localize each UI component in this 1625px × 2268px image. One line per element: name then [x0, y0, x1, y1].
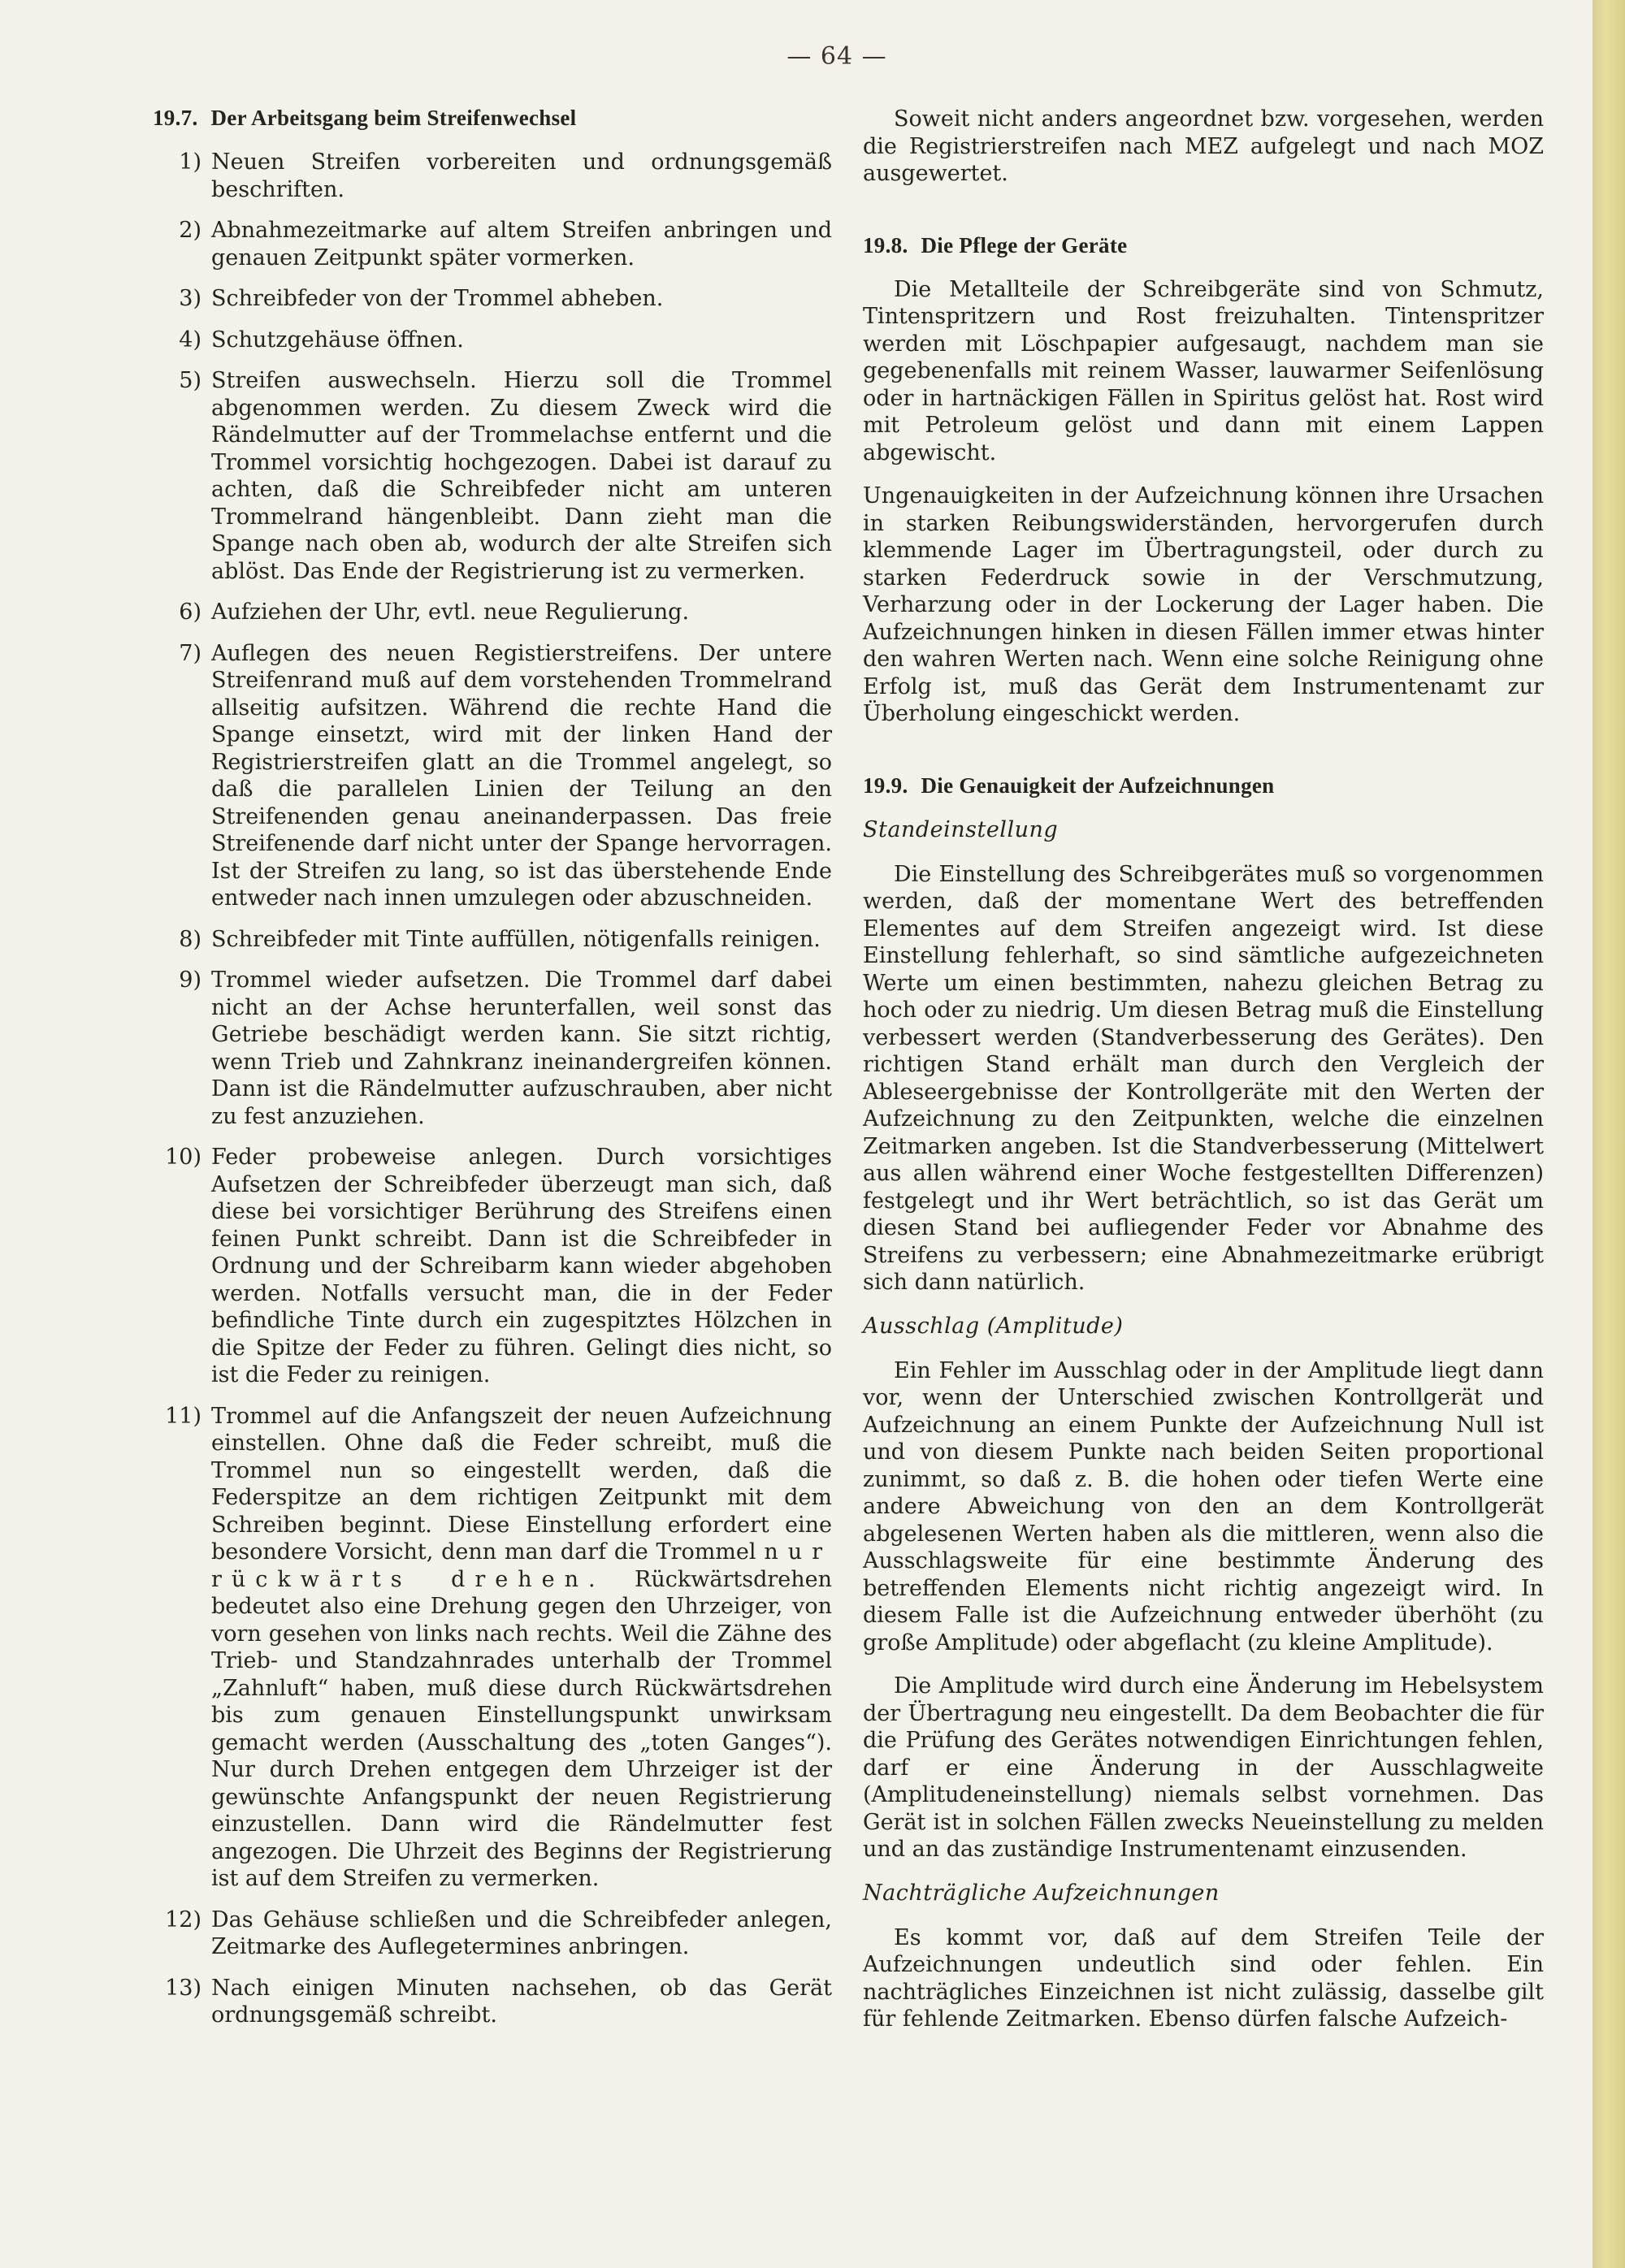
- list-item: [153, 926, 832, 954]
- list-item: [153, 149, 832, 203]
- list-item: [153, 327, 832, 354]
- list-text: Trommel wieder aufsetzen. Die Trommel darf dabei nicht an der Achse herunterfallen, weil sonst das Getriebe beschädigt werden kann. Sie sitzt richtig, wenn Trieb und Zahnkranz ineinandergreifen können. Dann ist die Rändelmutter aufzuschrauben, aber nicht zu fest anzuziehen.: [211, 967, 832, 1129]
- list-text: Das Gehäuse schließen und die Schreibfeder anlegen, Zeitmarke des Auflegetermines anbringen.: [211, 1907, 832, 1959]
- paragraph: Die Metallteile der Schreibgeräte sind von Schmutz, Tintenspritzern und Rost freizuhalten. Tintenspritzer werden mit Löschpapier aufgesaugt, nachdem man sie gegebenenfalls mit reinem Wasser, lauwarmer Seifenlösung oder in hartnäckigen Fällen in Spiritus gelöst hat. Rost wird mit Petroleum gelöst und dann mit einem Lappen abgewischt.: [863, 276, 1544, 465]
- list-number: 6): [179, 599, 202, 625]
- list-item: [153, 367, 832, 585]
- list-item: [153, 599, 832, 626]
- subheading-nachtraegliche: Nachträgliche Aufzeichnungen: [863, 1880, 1220, 1906]
- list-text: Streifen auswechseln. Hierzu soll die Trommel abgenommen werden. Zu diesem Zweck wird die Rändelmutter auf der Trommelachse entfernt und die Trommel vorsichtig hochgezogen. Dabei ist darauf zu achten, daß die Schreibfeder nicht am unteren Trommelrand hängenbleibt. Dann zieht man die Spange nach oben ab, wodurch der alte Streifen sich ablöst. Das Ende der Registrierung ist zu vermerken.: [211, 368, 832, 584]
- list-item: [153, 1144, 832, 1389]
- list-number: 7): [179, 640, 202, 666]
- list-text: Abnahmezeitmarke auf altem Streifen anbringen und genauen Zeitpunkt später vormerken.: [211, 218, 832, 271]
- list-text-part: Trommel auf die Anfangszeit der neuen Aufzeichnung einstellen. Ohne daß die Feder schreibt, muß die Trommel nun so eingestellt werden, daß die Federspitze an dem richtigen Zeitpunkt mit dem Schreiben beginnt. Diese Einstellung erfordert eine besondere Vorsicht, denn man darf die Trommel: [211, 1403, 832, 1565]
- list-text: Schreibfeder von der Trommel abheben.: [211, 286, 664, 311]
- right-column: [863, 106, 1544, 2049]
- list-number: 9): [179, 967, 202, 993]
- paragraph: Ungenauigkeiten in der Aufzeichnung können ihre Ursachen in starken Reibungswiderständen, hervorgerufen durch klemmende Lager im Übertragungsteil, oder durch zu starken Federdruck sowie in der Verschmutzung, Verharzung oder in der Lockerung der Lager haben. Die Aufzeichnungen hinken in diesen Fällen immer etwas hinter den wahren Werten nach. Wenn eine solche Reinigung ohne Erfolg ist, muß das Gerät dem Instrumentenamt zur Überholung eingeschickt werden.: [863, 483, 1544, 726]
- emphasized-text: nur rückwärts drehen.: [211, 1539, 832, 1592]
- section-number: 19.9.: [863, 773, 908, 798]
- subheading-standeinstellung: Standeinstellung: [863, 816, 1059, 842]
- section-heading-19-7: [153, 106, 832, 131]
- section-number: 19.7.: [153, 106, 198, 130]
- list-text-part: Rückwärtsdrehen bedeutet also eine Drehung gegen den Uhrzeiger, von vorn gesehen von links nach rechts. Weil die Zähne des Trieb- und Standzahnrades unterhalb der Trommel „Zahnluft“ haben, muß diese durch Rückwärtsdrehen bis zum genauen Einstellungspunkt unwirksam gemacht werden (Ausschaltung des „toten Ganges“). Nur durch Drehen entgegen dem Uhrzeiger ist der gewünschte Anfangspunkt der neuen Registrierung einzustellen. Dann wird die Rändelmutter fest angezogen. Die Uhrzeit des Beginns der Registrierung ist auf dem Streifen zu vermerken.: [211, 1566, 832, 1891]
- list-number: 3): [179, 286, 202, 311]
- list-number: 10): [165, 1145, 202, 1170]
- left-column: [153, 106, 832, 2043]
- page-edge: [1592, 0, 1625, 2268]
- section-number: 19.8.: [863, 232, 908, 258]
- list-item: [153, 217, 832, 271]
- list-number: 4): [179, 327, 202, 353]
- page-number: — 64 —: [786, 42, 887, 71]
- section-title: Die Genauigkeit der Aufzeichnungen: [921, 773, 1275, 798]
- list-number: 5): [179, 368, 202, 393]
- list-number: 1): [179, 149, 202, 175]
- list-item: [153, 1907, 832, 1961]
- intro-paragraph: Soweit nicht anders angeordnet bzw. vorgesehen, werden die Registrierstreifen nach MEZ aufgelegt und nach MOZ ausgewertet.: [863, 106, 1544, 186]
- list-item: [153, 1403, 832, 1893]
- paragraph: Es kommt vor, daß auf dem Streifen Teile der Aufzeichnungen undeutlich sind oder fehlen. Ein nachträgliches Einzeichnen ist nicht zulässig, dasselbe gilt für fehlende Zeitmarken. Ebenso dürfen falsche Aufzeich-: [863, 1924, 1544, 2032]
- list-item: [153, 967, 832, 1130]
- paragraph: Die Amplitude wird durch eine Änderung im Hebelsystem der Übertragung neu eingestellt. Da dem Beobachter die für die Prüfung des Gerätes notwendigen Einrichtungen fehlen, darf er eine Änderung in der Ausschlagweite (Amplitudeneinstellung) niemals selbst vornehmen. Das Gerät ist in solchen Fällen zwecks Neueinstellung zu melden und an das zuständige Instrumentenamt einzusenden.: [863, 1673, 1544, 1862]
- list-text: Neuen Streifen vorbereiten und ordnungsgemäß beschriften.: [211, 149, 832, 202]
- list-text: Aufziehen der Uhr, evtl. neue Regulierung.: [211, 599, 690, 625]
- list-text: Schutzgehäuse öffnen.: [211, 327, 464, 353]
- list-item: [153, 1975, 832, 2029]
- section-heading-19-8: [863, 233, 1544, 258]
- section-title: Der Arbeitsgang beim Streifenwechsel: [210, 106, 577, 130]
- paragraph: Ein Fehler im Ausschlag oder in der Amplitude liegt dann vor, wenn der Unterschied zwischen Kontrollgerät und Aufzeichnung an einem Punkte der Aufzeichnung Null ist und von diesem Punkte nach beiden Seiten proportional zunimmt, so daß z. B. die hohen oder tiefen Werte eine andere Abweichung von den an dem Kontrollgerät abgelesenen Werten haben als die mittleren, wenn also die Ausschlagsweite für eine bestimmte Änderung des betreffenden Elements nicht richtig angezeigt wird. In diesem Falle ist die Aufzeichnung entweder überhöht (zu große Amplitude) oder abgeflacht (zu kleine Amplitude).: [863, 1357, 1544, 1656]
- list-number: 12): [165, 1907, 202, 1933]
- section-heading-19-9: [863, 773, 1544, 799]
- list-text: [211, 1403, 832, 1893]
- list-item: [153, 285, 832, 313]
- paragraph: Die Einstellung des Schreibgerätes muß so vorgenommen werden, daß der momentane Wert des betreffenden Elementes auf dem Streifen angezeigt wird. Ist diese Einstellung fehlerhaft, so sind sämtliche aufgezeichneten Werte um einen bestimmten, nahezu gleichen Betrag zu hoch oder zu niedrig. Um diesen Betrag muß die Einstellung verbessert werden (Standverbesserung des Gerätes). Den richtigen Stand erhält man durch den Vergleich der Ableseergebnisse der Kontrollgeräte mit den Werten der Aufzeichnung zu den Zeitpunkten, welche die einzelnen Zeitmarken angeben. Ist die Standverbesserung (Mittelwert aus allen während einer Woche festgestellten Differenzen) festgelegt und ihr Wert beträchtlich, so ist das Gerät um diesen Stand bei aufliegender Feder vor Abnahme des Streifens zu verbessern; eine Abnahmezeitmarke erübrigt sich dann natürlich.: [863, 861, 1544, 1295]
- list-number: 2): [179, 218, 202, 243]
- list-text: Auflegen des neuen Registierstreifens. Der untere Streifenrand muß auf dem vorstehenden Trommelrand allseitig aufsitzen. Während die rechte Hand die Spange einsetzt, wird mit der linken Hand der Registrierstreifen glatt an die Trommel angelegt, so daß die parallelen Linien der Teilung an den Streifenenden genau aneinanderpassen. Das freie Streifenende darf nicht unter der Spange hervorragen. Ist der Streifen zu lang, so ist das überstehende Ende entweder nach innen umzulegen oder abzuschneiden.: [211, 640, 832, 911]
- list-text: Nach einigen Minuten nachsehen, ob das Gerät ordnungsgemäß schreibt.: [211, 1975, 832, 2028]
- subheading-ausschlag: Ausschlag (Amplitude): [863, 1313, 1124, 1339]
- list-number: 8): [179, 926, 202, 952]
- list-text: Feder probeweise anlegen. Durch vorsichtiges Aufsetzen der Schreibfeder überzeugt man sich, daß diese bei vorsichtiger Berührung des Streifens einen feinen Punkt schreibt. Dann ist die Schreibfeder in Ordnung und der Schreibarm kann wieder abgehoben werden. Notfalls versucht man, die in der Feder befindliche Tinte durch ein zugespitztes Hölzchen in die Spitze der Feder zu führen. Gelingt dies nicht, so ist die Feder zu reinigen.: [211, 1145, 832, 1387]
- list-item: [153, 640, 832, 912]
- list-number: 13): [165, 1975, 202, 2001]
- list-number: 11): [165, 1403, 202, 1429]
- section-title: Die Pflege der Geräte: [921, 232, 1128, 258]
- list-text: Schreibfeder mit Tinte auffüllen, nötigenfalls reinigen.: [211, 926, 821, 952]
